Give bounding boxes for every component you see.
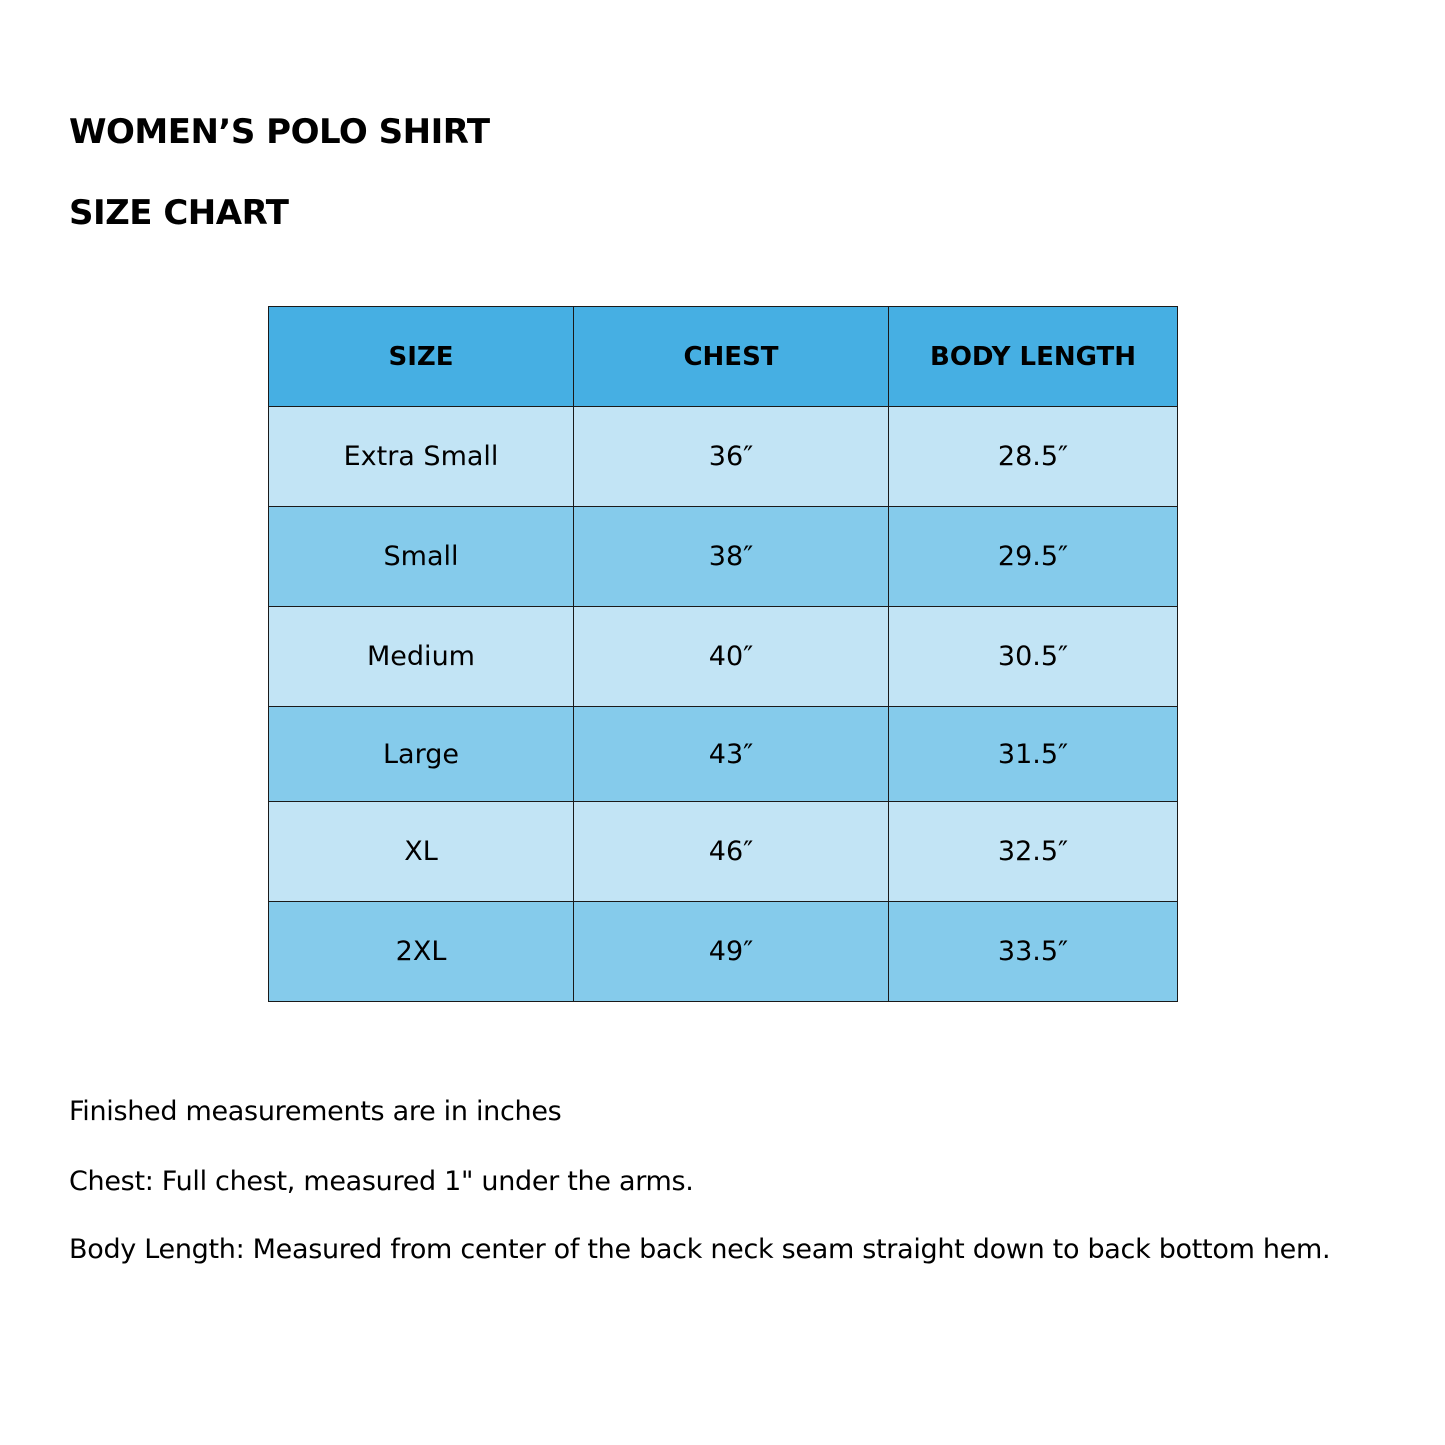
body-length-cell: 30.5″ — [889, 607, 1178, 707]
table-row — [269, 607, 1178, 707]
table-header-row — [269, 307, 1178, 407]
size-cell: Small — [269, 507, 574, 607]
chest-cell: 40″ — [574, 607, 889, 707]
size-chart-table — [268, 306, 1178, 1002]
body-length-cell: 31.5″ — [889, 707, 1178, 802]
page-title: WOMEN’S POLO SHIRT — [69, 112, 490, 152]
chest-cell: 36″ — [574, 407, 889, 507]
body-length-cell: 33.5″ — [889, 902, 1178, 1002]
body-length-cell: 32.5″ — [889, 802, 1178, 902]
body-length-cell: 29.5″ — [889, 507, 1178, 607]
chest-cell: 43″ — [574, 707, 889, 802]
table-row — [269, 507, 1178, 607]
chest-cell: 49″ — [574, 902, 889, 1002]
table-row — [269, 407, 1178, 507]
size-cell: Extra Small — [269, 407, 574, 507]
chest-cell: 38″ — [574, 507, 889, 607]
chest-cell: 46″ — [574, 802, 889, 902]
column-header-body-length: BODY LENGTH — [889, 307, 1178, 407]
body-length-cell: 28.5″ — [889, 407, 1178, 507]
size-cell: XL — [269, 802, 574, 902]
table-row — [269, 902, 1178, 1002]
size-cell: Medium — [269, 607, 574, 707]
size-cell: 2XL — [269, 902, 574, 1002]
page-subtitle: SIZE CHART — [69, 193, 289, 233]
note-chest: Chest: Full chest, measured 1" under the arms. — [69, 1166, 694, 1197]
table-row — [269, 707, 1178, 802]
table-row — [269, 802, 1178, 902]
note-units: Finished measurements are in inches — [69, 1096, 562, 1127]
note-body-length: Body Length: Measured from center of the back neck seam straight down to back bottom hem. — [69, 1234, 1331, 1265]
size-cell: Large — [269, 707, 574, 802]
column-header-chest: CHEST — [574, 307, 889, 407]
column-header-size: SIZE — [269, 307, 574, 407]
